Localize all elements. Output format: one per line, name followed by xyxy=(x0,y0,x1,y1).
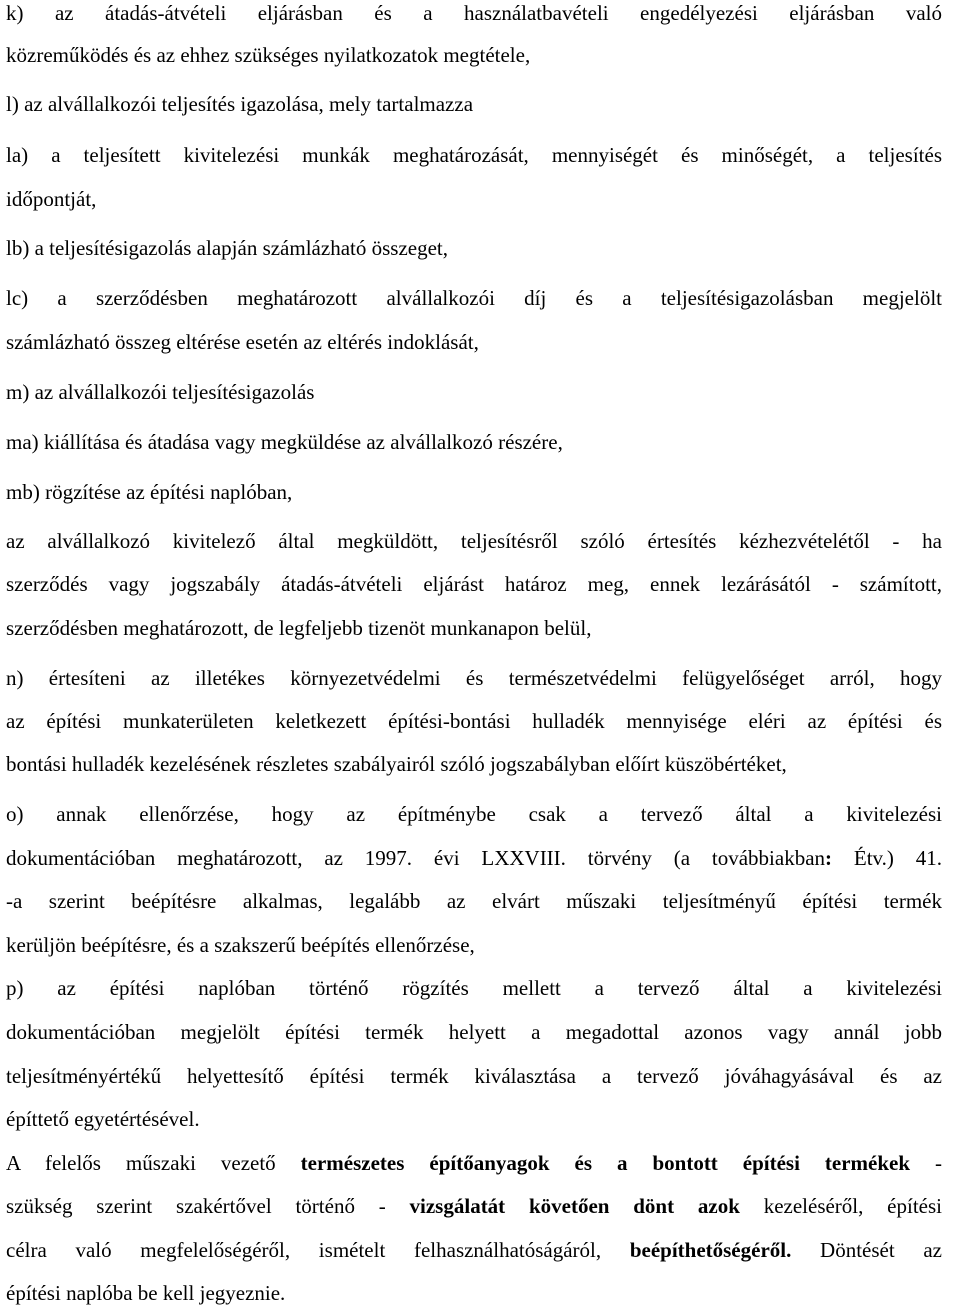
final-paragraph-line-4: építési naplóba be kell jegyeznie. xyxy=(6,1281,286,1305)
final-l3-bold: beépíthetőségéről. xyxy=(629,1238,792,1262)
etv-text-after: Étv.) 41. xyxy=(832,846,942,870)
paragraph-mb-line-1: mb) rögzítése az építési naplóban, xyxy=(6,480,293,504)
paragraph-n-line-3: bontási hulladék kezelésének részletes szabályairól szóló jogszabályban előírt küszöbértéket, xyxy=(6,752,787,776)
paragraph-la-line-1: la) a teljesített kivitelezési munkák meghatározását, mennyiségét és minőségét, a teljesítés xyxy=(6,143,942,167)
paragraph-k-line-2: közreműködés és az ehhez szükséges nyilatkozatok megtétele, xyxy=(6,43,531,67)
final-paragraph-line-2 xyxy=(6,1193,942,1219)
final-l1-bold: természetes építőanyagok és a bontott építési termékek xyxy=(300,1151,911,1175)
paragraph-deadline-line-3: szerződésben meghatározott, de legfeljebb tizenöt munkanapon belül, xyxy=(6,616,592,640)
final-l3-a: célra való megfelelőségéről, ismételt felhasználhatóságáról, xyxy=(6,1238,630,1262)
paragraph-deadline-line-1: az alvállalkozó kivitelező által megküldött, teljesítésről szóló értesítés kézhezvételétől - ha xyxy=(6,529,942,553)
paragraph-p-line-2: dokumentációban megjelölt építési termék helyett a megadottal azonos vagy annál jobb xyxy=(6,1020,942,1044)
paragraph-n-line-1: n) értesíteni az illetékes környezetvédelmi és természetvédelmi felügyelőséget arról, hogy xyxy=(6,666,942,690)
paragraph-o-line-1: o) annak ellenőrzése, hogy az építménybe csak a tervező által a kivitelezési xyxy=(6,802,942,826)
paragraph-l-line-1: l) az alvállalkozói teljesítés igazolása, mely tartalmazza xyxy=(6,92,474,116)
paragraph-o-line-2 xyxy=(6,845,942,871)
etv-colon: : xyxy=(825,846,833,870)
paragraph-lc-line-2: számlázható összeg eltérése esetén az eltérés indoklását, xyxy=(6,330,479,354)
etv-text-before: dokumentációban meghatározott, az 1997. évi LXXVIII. törvény (a továbbiakban xyxy=(6,846,826,870)
paragraph-o-line-4: kerüljön beépítésre, és a szakszerű beépítés ellenőrzése, xyxy=(6,933,475,957)
paragraph-o-line-3: -a szerint beépítésre alkalmas, legalább az elvárt műszaki teljesítményű építési termék xyxy=(6,889,942,913)
paragraph-k-line-1: k) az átadás-átvételi eljárásban és a használatbavételi engedélyezési eljárásban való xyxy=(6,1,942,25)
paragraph-p-line-4: építtető egyetértésével. xyxy=(6,1107,200,1131)
final-l2-a: szükség szerint szakértővel történő - xyxy=(6,1194,410,1218)
final-l3-c: Döntését az xyxy=(791,1238,942,1262)
paragraph-p-line-1: p) az építési naplóban történő rögzítés mellett a tervező által a kivitelezési xyxy=(6,976,942,1000)
paragraph-p-line-3: teljesítményértékű helyettesítő építési termék kiválasztása a tervező jóváhagyásával és az xyxy=(6,1064,942,1088)
final-l1-c: - xyxy=(910,1151,942,1175)
final-paragraph-line-1 xyxy=(6,1150,942,1176)
paragraph-lc-line-1: lc) a szerződésben meghatározott alvállalkozói díj és a teljesítésigazolásban megjelölt xyxy=(6,286,942,310)
final-paragraph-line-3 xyxy=(6,1237,942,1263)
paragraph-la-line-2: időpontját, xyxy=(6,187,97,211)
paragraph-n-line-2: az építési munkaterületen keletkezett építési-bontási hulladék mennyisége eléri az építési és xyxy=(6,709,942,733)
paragraph-m-line-1: m) az alvállalkozói teljesítésigazolás xyxy=(6,380,315,404)
final-l1-a: A felelős műszaki vezető xyxy=(6,1151,301,1175)
paragraph-deadline-line-2: szerződés vagy jogszabály átadás-átvételi eljárást határoz meg, ennek lezárásától - számított, xyxy=(6,572,942,596)
paragraph-ma-line-1: ma) kiállítása és átadása vagy megküldése az alvállalkozó részére, xyxy=(6,430,563,454)
final-l2-bold: vizsgálatát követően dönt azok xyxy=(409,1194,740,1218)
paragraph-lb-line-1: lb) a teljesítésigazolás alapján számlázható összeget, xyxy=(6,236,448,260)
final-l2-c: kezeléséről, építési xyxy=(739,1194,942,1218)
